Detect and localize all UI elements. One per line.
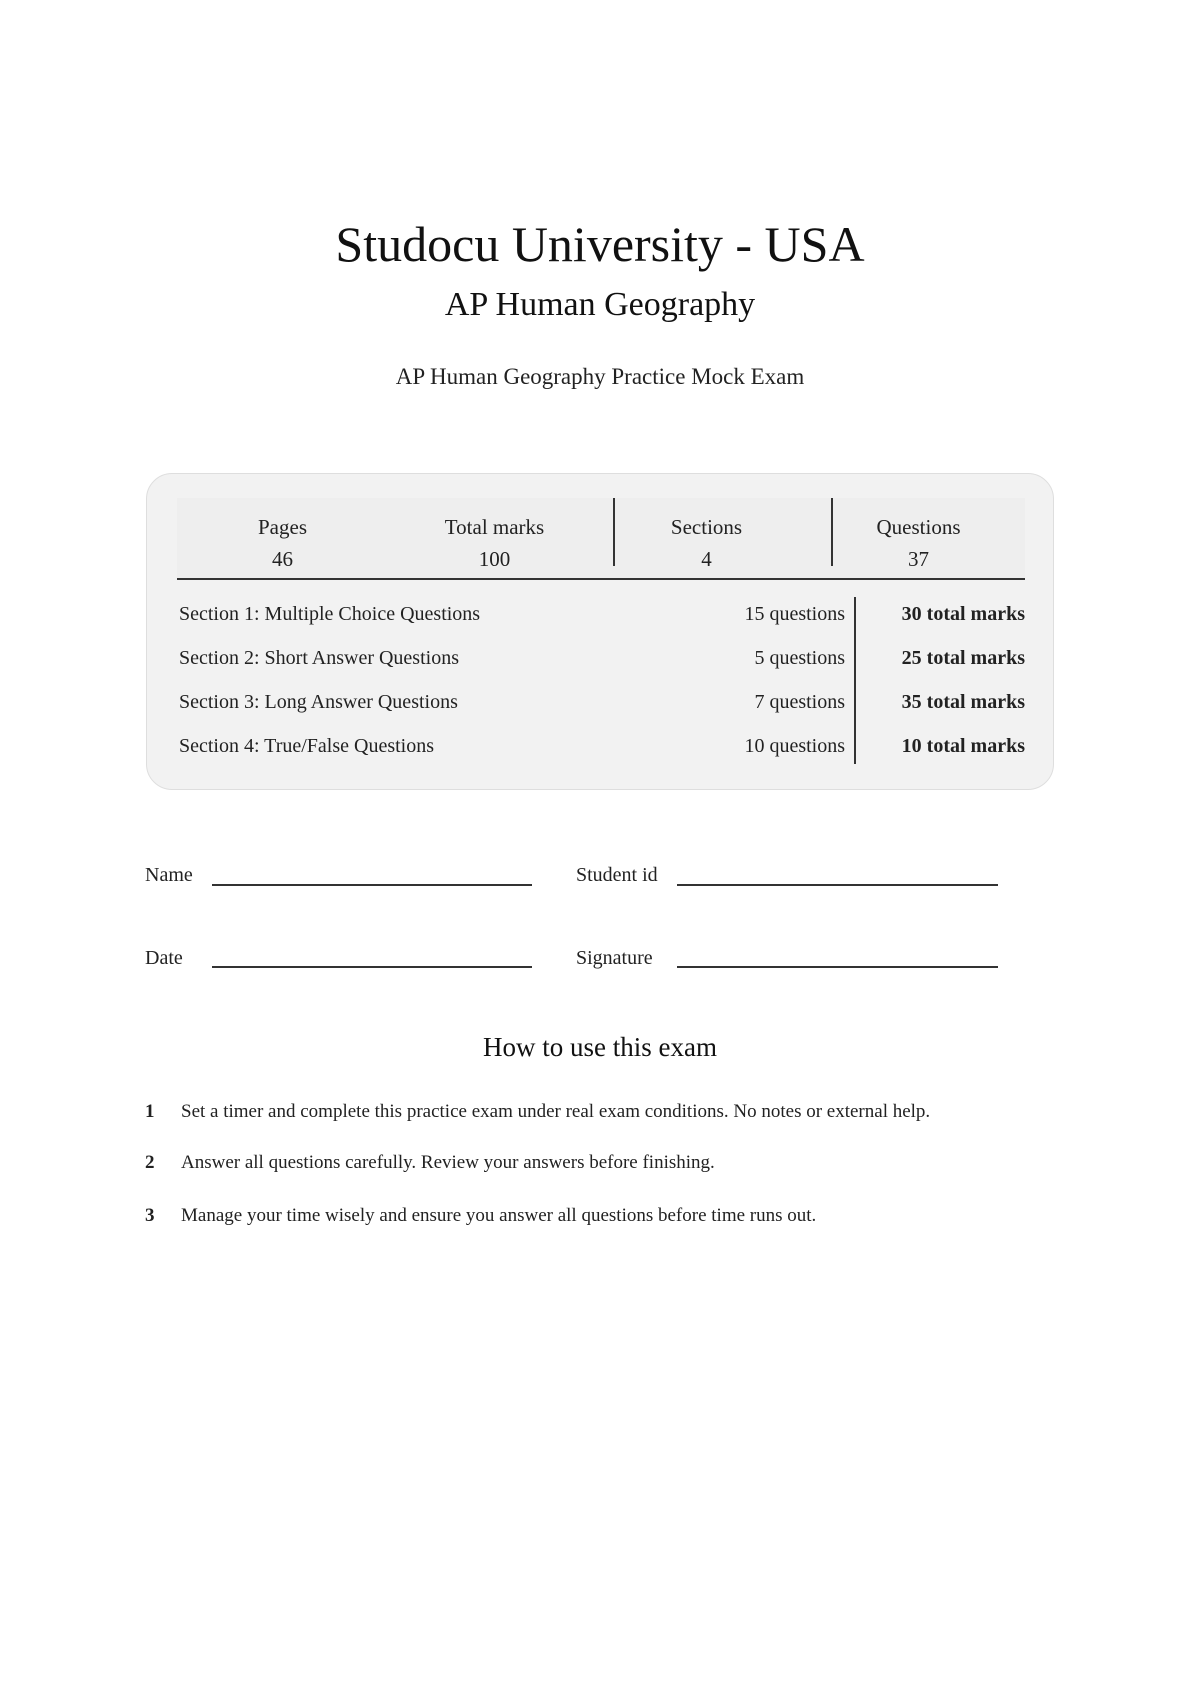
stat-label: Pages xyxy=(258,515,307,539)
stat-total-marks xyxy=(388,498,601,578)
stat-pages xyxy=(177,498,388,578)
section-row xyxy=(177,592,1025,636)
exam-title: AP Human Geography Practice Mock Exam xyxy=(395,364,805,389)
step-number: 3 xyxy=(145,1205,155,1226)
course-title: AP Human Geography xyxy=(444,286,756,323)
sections-list xyxy=(177,592,1025,768)
instructions-title: How to use this exam xyxy=(483,1032,717,1062)
signature-label: Signature xyxy=(576,947,653,969)
exam-stats-row xyxy=(177,498,1025,580)
university-title: Studocu University - USA xyxy=(335,216,865,272)
section-question-count: 5 questions xyxy=(754,647,845,669)
stat-value: 46 xyxy=(272,547,293,571)
section-row xyxy=(177,680,1025,724)
step-text: Manage your time wisely and ensure you answer all questions before time runs out. xyxy=(181,1205,817,1226)
section-marks: 35 total marks xyxy=(901,691,1025,713)
date-input-line[interactable] xyxy=(212,966,532,968)
student-id-label: Student id xyxy=(576,864,658,886)
stat-sections xyxy=(601,498,812,578)
section-marks: 30 total marks xyxy=(901,603,1025,625)
marks-divider xyxy=(854,597,856,764)
student-id-input-line[interactable] xyxy=(677,884,998,886)
stat-value: 37 xyxy=(908,547,929,571)
section-name: Section 3: Long Answer Questions xyxy=(179,691,458,713)
section-row xyxy=(177,724,1025,768)
name-label: Name xyxy=(145,864,193,886)
stat-label: Sections xyxy=(670,515,743,539)
name-input-line[interactable] xyxy=(212,884,532,886)
date-label: Date xyxy=(145,947,183,969)
stat-value: 4 xyxy=(701,547,712,571)
section-marks: 10 total marks xyxy=(901,735,1025,757)
step-number: 1 xyxy=(145,1101,155,1122)
step-number: 2 xyxy=(145,1152,155,1173)
stats-divider xyxy=(613,498,615,566)
stat-questions xyxy=(812,498,1025,578)
section-question-count: 15 questions xyxy=(744,603,845,625)
signature-input-line[interactable] xyxy=(677,966,998,968)
section-marks: 25 total marks xyxy=(901,647,1025,669)
stat-value: 100 xyxy=(478,547,511,571)
section-name: Section 4: True/False Questions xyxy=(179,735,435,757)
stat-label: Total marks xyxy=(444,515,545,539)
section-question-count: 10 questions xyxy=(744,735,845,757)
section-name: Section 1: Multiple Choice Questions xyxy=(179,603,481,625)
step-text: Set a timer and complete this practice exam under real exam conditions. No notes or external help. xyxy=(181,1101,931,1122)
stats-divider xyxy=(831,498,833,566)
section-name: Section 2: Short Answer Questions xyxy=(179,647,459,669)
stat-label: Questions xyxy=(876,515,961,539)
step-text: Answer all questions carefully. Review your answers before finishing. xyxy=(181,1152,715,1173)
exam-summary-card xyxy=(146,473,1054,790)
section-row xyxy=(177,636,1025,680)
section-question-count: 7 questions xyxy=(754,691,845,713)
